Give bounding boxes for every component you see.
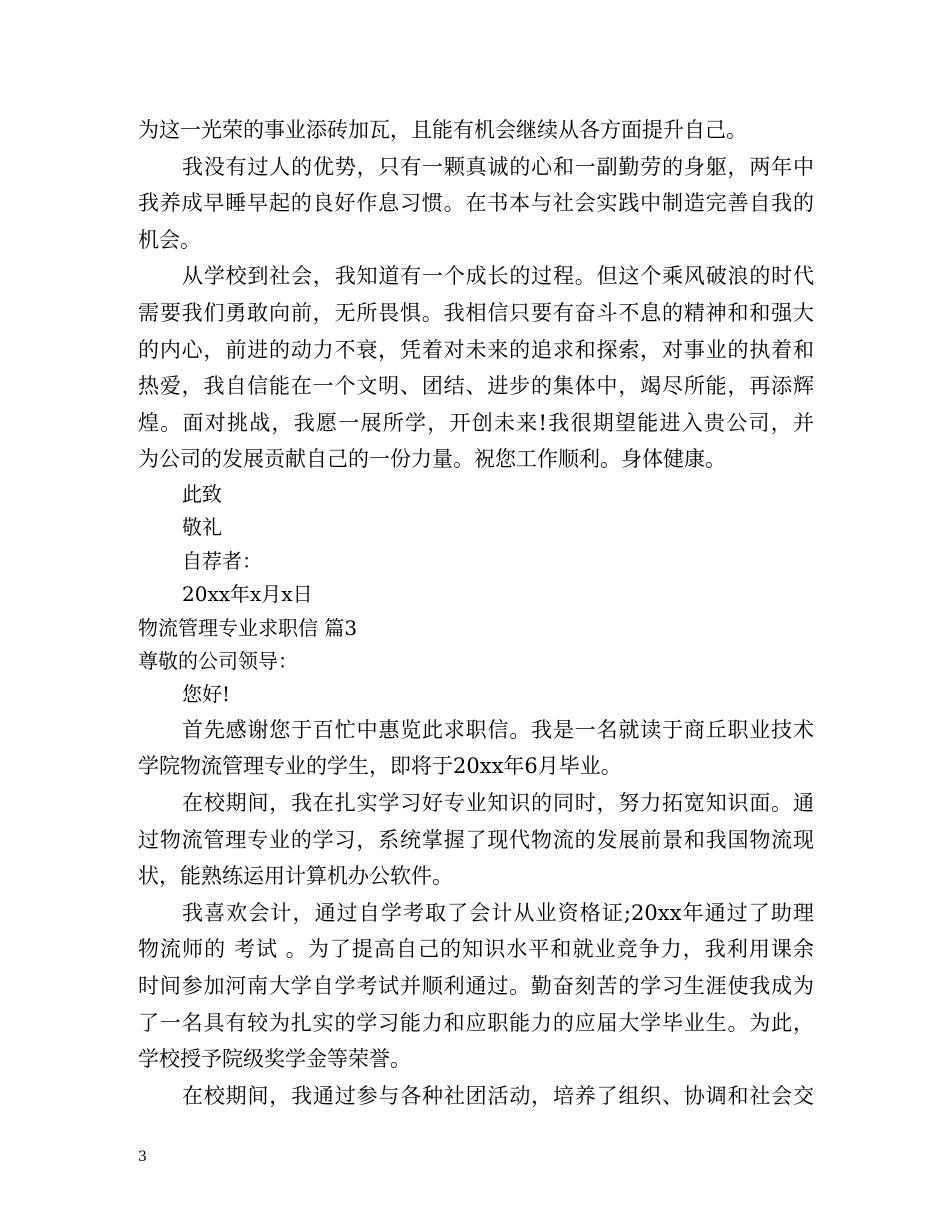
section-title: 物流管理专业求职信 篇3 (138, 615, 358, 640)
text-line: 机会。 (138, 227, 201, 252)
page-number: 3 (138, 1149, 147, 1165)
text-line: 从学校到社会，我知道有一个成长的过程。但这个乘风破浪的时代 (182, 264, 814, 289)
text-line: 了一名具有较为扎实的学习能力和应职能力的应届大学毕业生。为此， (138, 1010, 814, 1035)
addressee: 尊敬的公司领导： (138, 648, 298, 673)
signing-date: 20xx年x月x日 (182, 582, 313, 607)
text-line: 学院物流管理专业的学生，即将于20xx年6月毕业。 (138, 754, 622, 779)
paragraph (138, 149, 814, 259)
paragraph (138, 712, 814, 785)
text-line: 热爱，我自信能在一个文明、团结、进步的集体中，竭尽所能，再添辉 (138, 374, 814, 399)
text-line: 我没有过人的优势，只有一颗真诚的心和一副勤劳的身躯，两年中 (182, 154, 814, 179)
text-line: 在校期间，我通过参与各种社团活动，培养了组织、协调和社会交 (182, 1083, 814, 1108)
paragraph (138, 895, 814, 1078)
text-line: 物流师的 考试 。为了提高自己的知识水平和就业竞争力，我利用课余 (138, 937, 814, 962)
text-line: 的内心，前进的动力不衰，凭着对未来的追求和探索，对事业的执着和 (138, 337, 814, 362)
text-line: 我喜欢会计，通过自学考取了会计从业资格证;20xx年通过了助理 (182, 900, 814, 925)
greeting: 您好! (182, 682, 231, 707)
text-line: 需要我们勇敢向前，无所畏惧。我相信只要有奋斗不息的精神和和强大 (138, 300, 814, 325)
closing-salutation: 此致 (182, 481, 222, 506)
text-line: 首先感谢您于百忙中惠览此求职信。我是一名就读于商丘职业技术 (182, 717, 814, 742)
paragraph (138, 112, 814, 149)
closing-respect: 敬礼 (182, 515, 222, 540)
text-line: 在校期间，我在扎实学习好专业知识的同时，努力拓宽知识面。通 (182, 790, 814, 815)
text-line: 过物流管理专业的学习，系统掌握了现代物流的发展前景和我国物流现 (138, 827, 814, 852)
text-line: 煌。面对挑战，我愿一展所学，开创未来!我很期望能进入贵公司，并 (138, 410, 814, 435)
document-body (138, 112, 814, 1114)
text-line: 学校授予院级奖学金等荣誉。 (138, 1047, 411, 1072)
text-line: 时间参加河南大学自学考试并顺利通过。勤奋刻苦的学习生涯使我成为 (138, 973, 814, 998)
paragraph (138, 1078, 814, 1115)
paragraph (138, 258, 814, 478)
text-line: 状，能熟练运用计算机办公软件。 (138, 864, 453, 889)
text-line: 我养成早睡早起的良好作息习惯。在书本与社会实践中制造完善自我的 (138, 191, 814, 216)
signer-label: 自荐者： (182, 548, 262, 573)
text-line: 为这一光荣的事业添砖加瓦，且能有机会继续从各方面提升自己。 (138, 118, 747, 142)
text-line: 为公司的发展贡献自己的一份力量。祝您工作顺利。身体健康。 (138, 447, 726, 472)
paragraph (138, 785, 814, 895)
